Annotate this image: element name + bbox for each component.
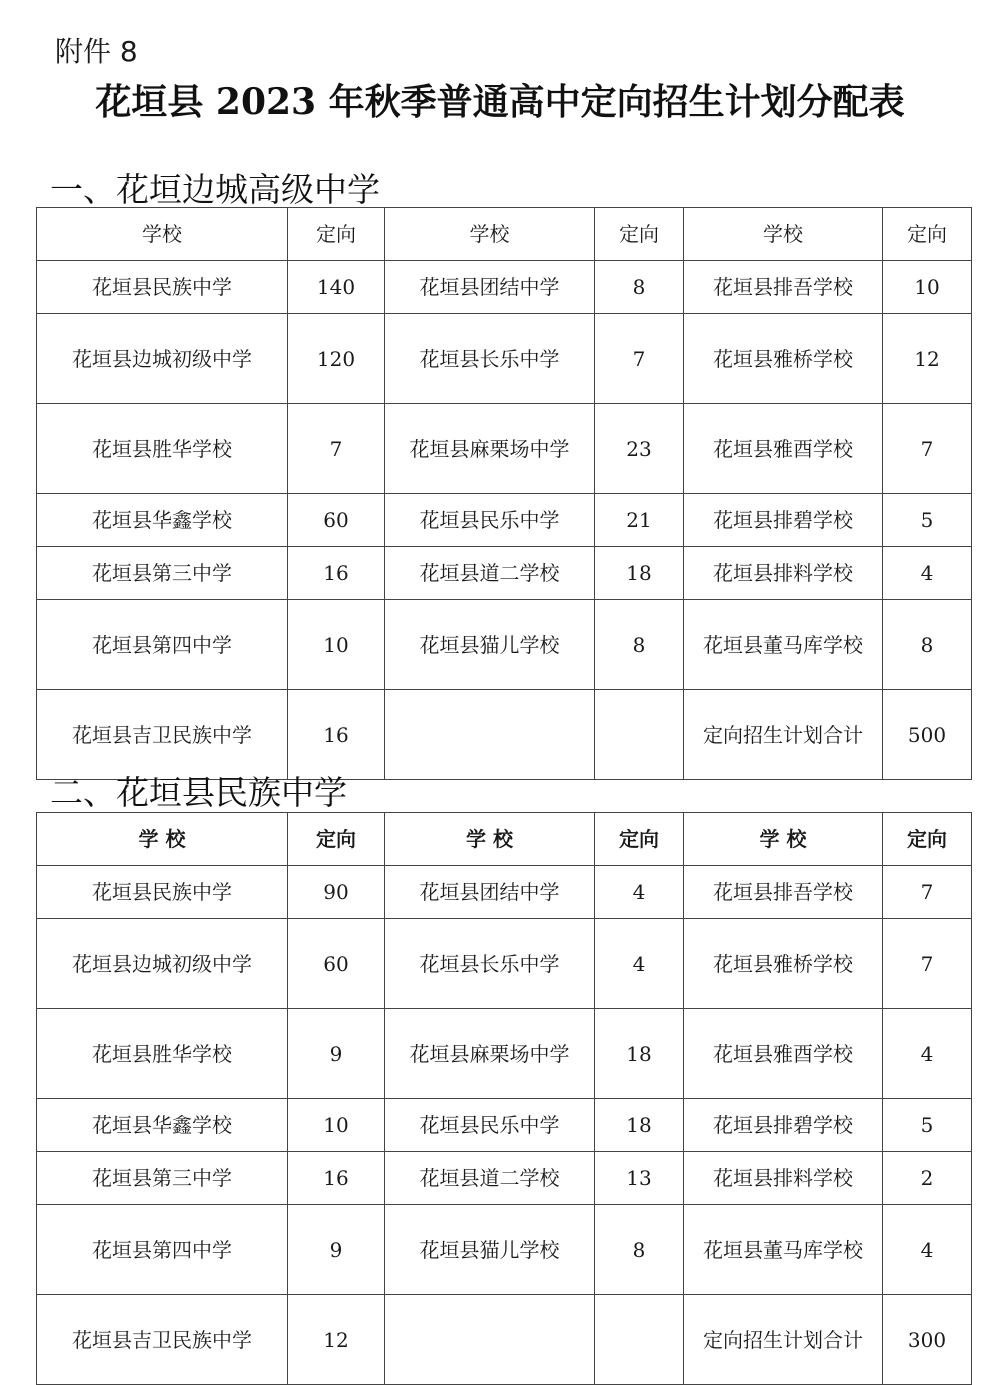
- quota-cell: 2: [883, 1152, 972, 1205]
- school-name-cell: 花垣县第四中学: [37, 600, 288, 690]
- table-row: [37, 1205, 972, 1295]
- school-name-cell: 花垣县民族中学: [37, 866, 288, 919]
- quota-cell: 12: [288, 1295, 385, 1385]
- quota-cell: 4: [883, 1205, 972, 1295]
- section-title-1: 一、花垣边城高级中学: [50, 170, 380, 209]
- school-name-cell: 花垣县边城初级中学: [37, 314, 288, 404]
- school-name-cell: 花垣县雅桥学校: [684, 919, 883, 1009]
- quota-cell: 10: [883, 261, 972, 314]
- school-name-cell: 花垣县道二学校: [385, 1152, 595, 1205]
- school-name-cell: 定向招生计划合计: [684, 690, 883, 780]
- school-name-cell: 花垣县团结中学: [385, 261, 595, 314]
- quota-cell: 12: [883, 314, 972, 404]
- table-row: [37, 404, 972, 494]
- school-name-cell: 花垣县华鑫学校: [37, 1099, 288, 1152]
- school-name-cell: 花垣县第四中学: [37, 1205, 288, 1295]
- school-name-cell: 定向招生计划合计: [684, 1295, 883, 1385]
- table-header-row: [37, 813, 972, 866]
- school-name-cell: 花垣县麻栗场中学: [385, 404, 595, 494]
- quota-cell: 9: [288, 1205, 385, 1295]
- quota-cell: 5: [883, 1099, 972, 1152]
- table-row: [37, 919, 972, 1009]
- school-name-cell: 花垣县董马库学校: [684, 1205, 883, 1295]
- table-row: [37, 1099, 972, 1152]
- school-name-cell: 花垣县排碧学校: [684, 1099, 883, 1152]
- header-quota: 定向: [595, 208, 684, 261]
- quota-cell: 16: [288, 1152, 385, 1205]
- quota-cell: 7: [883, 919, 972, 1009]
- school-name-cell: 花垣县长乐中学: [385, 919, 595, 1009]
- quota-cell: 8: [595, 261, 684, 314]
- school-name-cell: 花垣县第三中学: [37, 1152, 288, 1205]
- table-row: [37, 600, 972, 690]
- school-name-cell: 花垣县猫儿学校: [385, 1205, 595, 1295]
- table-header-row: [37, 208, 972, 261]
- school-name-cell: 花垣县排碧学校: [684, 494, 883, 547]
- quota-cell: 18: [595, 1009, 684, 1099]
- table-row: [37, 690, 972, 780]
- school-name-cell: 花垣县长乐中学: [385, 314, 595, 404]
- school-name-cell: 花垣县麻栗场中学: [385, 1009, 595, 1099]
- table-row: [37, 1152, 972, 1205]
- school-name-cell: 花垣县边城初级中学: [37, 919, 288, 1009]
- header-school: 学 校: [385, 813, 595, 866]
- school-name-cell: [385, 690, 595, 780]
- quota-cell: 60: [288, 919, 385, 1009]
- allocation-table-1: [36, 207, 972, 780]
- quota-cell: 4: [883, 547, 972, 600]
- quota-cell: [595, 690, 684, 780]
- school-name-cell: 花垣县胜华学校: [37, 1009, 288, 1099]
- quota-cell: 60: [288, 494, 385, 547]
- quota-cell: 21: [595, 494, 684, 547]
- table-row: [37, 261, 972, 314]
- quota-cell: 4: [883, 1009, 972, 1099]
- quota-cell: 18: [595, 1099, 684, 1152]
- quota-cell: 5: [883, 494, 972, 547]
- quota-cell: 300: [883, 1295, 972, 1385]
- school-name-cell: 花垣县民乐中学: [385, 1099, 595, 1152]
- school-name-cell: 花垣县排吾学校: [684, 261, 883, 314]
- quota-cell: 16: [288, 547, 385, 600]
- school-name-cell: 花垣县吉卫民族中学: [37, 690, 288, 780]
- header-quota: 定向: [883, 208, 972, 261]
- quota-cell: 4: [595, 919, 684, 1009]
- school-name-cell: 花垣县民族中学: [37, 261, 288, 314]
- school-name-cell: 花垣县雅酉学校: [684, 404, 883, 494]
- school-name-cell: 花垣县吉卫民族中学: [37, 1295, 288, 1385]
- quota-cell: 500: [883, 690, 972, 780]
- school-name-cell: 花垣县董马库学校: [684, 600, 883, 690]
- quota-cell: 8: [595, 600, 684, 690]
- quota-cell: 7: [883, 866, 972, 919]
- quota-cell: 7: [595, 314, 684, 404]
- quota-cell: 10: [288, 1099, 385, 1152]
- header-school: 学校: [684, 208, 883, 261]
- table-row: [37, 314, 972, 404]
- table-row: [37, 547, 972, 600]
- quota-cell: 9: [288, 1009, 385, 1099]
- header-school: 学校: [37, 208, 288, 261]
- quota-cell: 140: [288, 261, 385, 314]
- school-name-cell: 花垣县民乐中学: [385, 494, 595, 547]
- school-name-cell: 花垣县排料学校: [684, 1152, 883, 1205]
- school-name-cell: 花垣县道二学校: [385, 547, 595, 600]
- school-name-cell: 花垣县排料学校: [684, 547, 883, 600]
- quota-cell: 7: [883, 404, 972, 494]
- table-row: [37, 866, 972, 919]
- quota-cell: 120: [288, 314, 385, 404]
- school-name-cell: [385, 1295, 595, 1385]
- attachment-label: 附件 8: [55, 35, 138, 68]
- school-name-cell: 花垣县雅酉学校: [684, 1009, 883, 1099]
- school-name-cell: 花垣县排吾学校: [684, 866, 883, 919]
- quota-cell: 7: [288, 404, 385, 494]
- quota-cell: 23: [595, 404, 684, 494]
- school-name-cell: 花垣县雅桥学校: [684, 314, 883, 404]
- quota-cell: [595, 1295, 684, 1385]
- quota-cell: 90: [288, 866, 385, 919]
- quota-cell: 18: [595, 547, 684, 600]
- quota-cell: 8: [883, 600, 972, 690]
- quota-cell: 13: [595, 1152, 684, 1205]
- header-quota: 定向: [288, 813, 385, 866]
- header-school: 学 校: [37, 813, 288, 866]
- header-quota: 定向: [288, 208, 385, 261]
- header-quota: 定向: [595, 813, 684, 866]
- header-quota: 定向: [883, 813, 972, 866]
- school-name-cell: 花垣县团结中学: [385, 866, 595, 919]
- header-school: 学 校: [684, 813, 883, 866]
- table-row: [37, 1009, 972, 1099]
- table-row: [37, 1295, 972, 1385]
- quota-cell: 10: [288, 600, 385, 690]
- quota-cell: 8: [595, 1205, 684, 1295]
- document-title: 花垣县 2023 年秋季普通高中定向招生计划分配表: [95, 81, 905, 123]
- table-row: [37, 494, 972, 547]
- header-school: 学校: [385, 208, 595, 261]
- quota-cell: 4: [595, 866, 684, 919]
- school-name-cell: 花垣县猫儿学校: [385, 600, 595, 690]
- school-name-cell: 花垣县第三中学: [37, 547, 288, 600]
- allocation-table-2: [36, 812, 972, 1385]
- quota-cell: 16: [288, 690, 385, 780]
- school-name-cell: 花垣县胜华学校: [37, 404, 288, 494]
- school-name-cell: 花垣县华鑫学校: [37, 494, 288, 547]
- section-title-2: 二、花垣县民族中学: [50, 773, 347, 812]
